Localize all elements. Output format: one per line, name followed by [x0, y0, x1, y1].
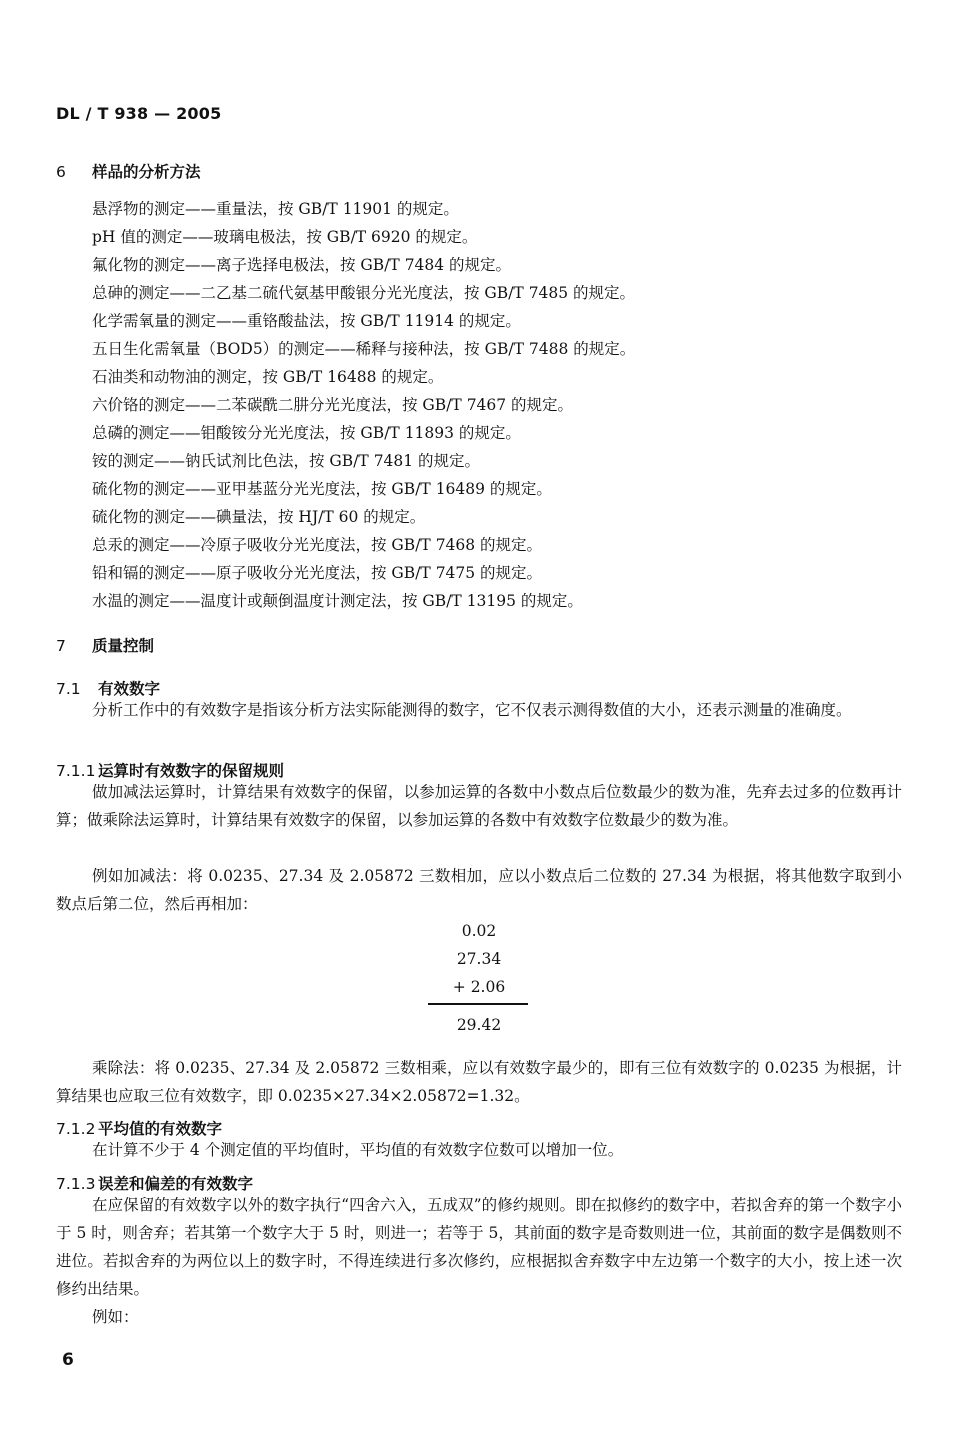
method-item: 六价铬的测定——二苯碳酰二肼分光光度法，按 GB/T 7467 的规定。	[92, 396, 574, 414]
page-number: 6	[62, 1350, 74, 1370]
paragraph: 做加减法运算时，计算结果有效数字的保留，以参加运算的各数中小数点后位数最少的数为准，先弃去过多的位数再计算；做乘除法运算时，计算结果有效数字的保留，以参加运算的各数中有效数字位数最少的数为准。	[56, 783, 902, 829]
paragraph: 分析工作中的有效数字是指该分析方法实际能测得的数字，它不仅表示测得数值的大小，还表示测量的准确度。	[92, 701, 852, 719]
paragraph: 例如加减法：将 0.0235、27.34 及 2.05872 三数相加，应以小数点后二位数的 27.34 为根据，将其他数字取到小数点后第二位，然后再相加：	[56, 867, 902, 913]
section-title: 运算时有效数字的保留规则	[98, 762, 285, 780]
method-item: 水温的测定——温度计或颠倒温度计测定法，按 GB/T 13195 的规定。	[92, 592, 583, 610]
section-number: 7.1	[56, 680, 81, 698]
method-item: 五日生化需氧量（BOD5）的测定——稀释与接种法，按 GB/T 7488 的规定。	[92, 340, 636, 358]
addend-2: 27.34	[456, 950, 502, 968]
section-title: 样品的分析方法	[92, 163, 201, 181]
method-item: pH 值的测定——玻璃电极法，按 GB/T 6920 的规定。	[92, 228, 478, 246]
addend-1: 0.02	[461, 922, 497, 940]
section-title: 平均值的有效数字	[98, 1120, 223, 1138]
section-7-heading	[56, 634, 154, 656]
section-6-heading	[56, 160, 201, 182]
addend-3: + 2.06	[452, 978, 506, 996]
method-item: 铅和镉的测定——原子吸收分光光度法，按 GB/T 7475 的规定。	[92, 564, 543, 582]
method-item: 悬浮物的测定——重量法，按 GB/T 11901 的规定。	[92, 200, 459, 218]
method-item: 石油类和动物油的测定，按 GB/T 16488 的规定。	[92, 368, 444, 386]
paragraph: 乘除法：将 0.0235、27.34 及 2.05872 三数相乘，应以有效数字最少的，即有三位有效数字的 0.0235 为根据，计算结果也应取三位有效数字，即 0.0235×27.34×2.05872=1.32。	[56, 1059, 902, 1105]
example-label: 例如：	[92, 1308, 139, 1326]
section-number: 7.1.2	[56, 1120, 96, 1138]
method-item: 总汞的测定——冷原子吸收分光光度法，按 GB/T 7468 的规定。	[92, 536, 543, 554]
method-item: 化学需氧量的测定——重铬酸盐法，按 GB/T 11914 的规定。	[92, 312, 521, 330]
method-item: 总砷的测定——二乙基二硫代氨基甲酸银分光光度法，按 GB/T 7485 的规定。	[92, 284, 636, 302]
sum-result: 29.42	[456, 1016, 502, 1034]
method-item: 硫化物的测定——碘量法，按 HJ/T 60 的规定。	[92, 508, 426, 526]
section-title: 有效数字	[98, 680, 161, 698]
method-item: 硫化物的测定——亚甲基蓝分光光度法，按 GB/T 16489 的规定。	[92, 480, 552, 498]
section-title: 误差和偏差的有效数字	[98, 1175, 254, 1193]
section-number: 6	[56, 163, 66, 181]
method-item: 总磷的测定——钼酸铵分光光度法，按 GB/T 11893 的规定。	[92, 424, 521, 442]
paragraph: 在应保留的有效数字以外的数字执行“四舍六入，五成双”的修约规则。即在拟修约的数字中，若拟舍弃的第一个数字小于 5 时，则舍弃；若其第一个数字大于 5 时，则进一；若等于 5，其前面的数字是奇数则进一位，其前面的数字是偶数则不进位。若拟舍弃的为两位以上的数字时，不得连续进行多次修约，应根据拟舍弃数字中左边第一个数字的大小，按上述一次修约出结果。	[56, 1196, 902, 1298]
section-number: 7.1.1	[56, 762, 96, 780]
section-number: 7	[56, 637, 66, 655]
sum-rule	[428, 1003, 528, 1005]
section-title: 质量控制	[92, 637, 155, 655]
section-number: 7.1.3	[56, 1175, 96, 1193]
method-item: 氟化物的测定——离子选择电极法，按 GB/T 7484 的规定。	[92, 256, 512, 274]
document-code: DL / T 938 — 2005	[56, 104, 222, 123]
method-item: 铵的测定——钠氏试剂比色法，按 GB/T 7481 的规定。	[92, 452, 481, 470]
paragraph: 在计算不少于 4 个测定值的平均值时，平均值的有效数字位数可以增加一位。	[92, 1141, 624, 1159]
